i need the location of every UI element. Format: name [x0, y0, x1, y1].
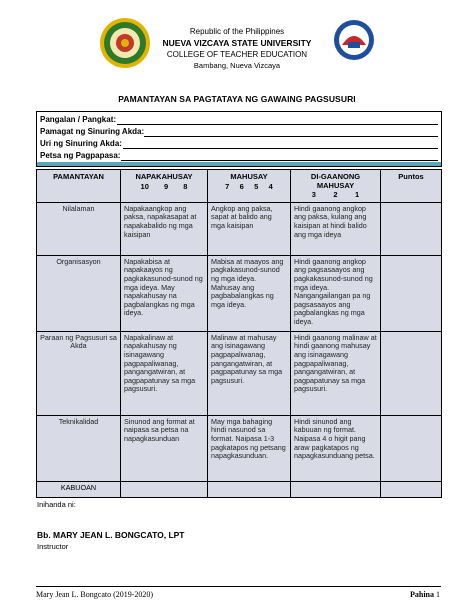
puntos-cell [381, 415, 442, 481]
info-line-type [123, 148, 438, 149]
criterion-cell: Organisasyon [37, 255, 121, 331]
header-mahusay-label: MAHUSAY [230, 172, 268, 181]
scale-value: 2 [333, 190, 338, 200]
table-row [37, 202, 442, 255]
puntos-cell [381, 202, 442, 255]
total-puntos-cell [381, 481, 442, 497]
footer-page-number: 1 [436, 590, 440, 599]
scale-di-gaanong [293, 191, 378, 200]
napakahusay-cell: Sinunod ang format at naipasa sa petsa na napagkasunduan [121, 415, 208, 481]
napakahusay-cell: Napakabisa at napakaayos ng pagkakasunod-sunod ng mga ideya. May napakahusay na pagbalangkas ng mga ideya. [121, 255, 208, 331]
header-college: COLLEGE OF TEACHER EDUCATION [166, 50, 308, 59]
header-pamantayan-label: PAMANTAYAN [53, 172, 104, 181]
table-total-row [37, 481, 442, 497]
criterion-cell: Nilalaman [37, 202, 121, 255]
header-napakahusay [121, 170, 208, 203]
napakahusay-cell: Napakaangkop ang paksa, napakasapat at napakabalido ng mga kaisipan [121, 202, 208, 255]
footer-page [410, 590, 440, 599]
scale-value: 5 [254, 181, 259, 191]
info-block [36, 111, 442, 167]
table-row [37, 255, 442, 331]
criterion-cell: Teknikalidad [37, 415, 121, 481]
di-gaanong-cell: Hindi gaanong angkop ang paksa, kulang ang kaisipan at hindi balido ang mga ideya [291, 202, 381, 255]
total-label: KABUOAN [37, 481, 121, 497]
footer-rule [36, 586, 441, 587]
scale-value: 6 [239, 181, 244, 191]
header-napakahusay-label: NAPAKAHUSAY [135, 172, 193, 181]
mahusay-cell: May mga bahaging hindi nasunod sa format. Naipasa 1-3 pagkatapos ng petsang napagkasunduan. [208, 415, 291, 481]
header-pamantayan [37, 170, 121, 203]
napakahusay-cell: Napakalinaw at napakahusay ng isinagawang pagpapaliwanag, pangangatwiran, at pagpapatunay sa mga pagsusuri. [121, 331, 208, 415]
total-empty-cell [291, 481, 381, 497]
table-row [37, 415, 442, 481]
cte-seal-logo [333, 17, 375, 63]
info-line-name [117, 124, 438, 125]
scale-value: 8 [183, 181, 188, 191]
header-mahusay [208, 170, 291, 203]
info-field-name: Pangalan / Pangkat: [40, 115, 117, 124]
criterion-cell: Paraan ng Pagsusuri sa Akda [37, 331, 121, 415]
scale-value: 3 [311, 190, 316, 200]
mahusay-cell: Mabisa at maayos ang pagkakasunod-sunod ng mga ideya. Mahusay ang pagbabalangkas ng mga ideya. [208, 255, 291, 331]
table-row [37, 331, 442, 415]
header-puntos-label: Puntos [398, 172, 424, 181]
scale-value: 7 [225, 181, 230, 191]
header-di-gaanong-mahusay [291, 170, 381, 203]
signatory-name: Bb. MARY JEAN L. BONGCATO, LPT [37, 530, 185, 540]
total-empty-cell [121, 481, 208, 497]
signatory-role: Instructor [37, 542, 69, 551]
info-field-date: Petsa ng Pagpapasa: [40, 151, 121, 160]
table-header-row [37, 170, 442, 203]
info-field-title: Pamagat ng Sinuring Akda: [40, 127, 145, 136]
footer-author: Mary Jean L. Bongcato (2019-2020) [36, 590, 154, 599]
puntos-cell [381, 255, 442, 331]
info-line-date [121, 160, 438, 161]
scale-value: 1 [355, 190, 360, 200]
header-university: NUEVA VIZCAYA STATE UNIVERSITY [162, 38, 312, 48]
header-address: Bambang, Nueva Vizcaya [193, 61, 281, 70]
total-empty-cell [208, 481, 291, 497]
info-band [37, 162, 441, 166]
puntos-cell [381, 331, 442, 415]
di-gaanong-cell: Hindi sinunod ang kabuuan ng format. Naipasa 4 o higit pang araw pagkatapos ng napagkasunduang petsa. [291, 415, 381, 481]
di-gaanong-cell: Hindi gaanong malinaw at hindi gaanong mahusay ang isinagawang pagpapaliwanag, pangangatwiran, at pagpapatunay sa mga pagsusuri. [291, 331, 381, 415]
scale-value: 9 [163, 181, 169, 191]
rubric-table [36, 169, 442, 498]
info-field-type: Uri ng Sinuring Akda: [40, 139, 122, 148]
scale-napakahusay [123, 183, 205, 192]
document-title: PAMANTAYAN SA PAGTATAYA NG GAWAING PAGSUSURI [118, 94, 356, 104]
scale-value: 10 [140, 181, 149, 191]
mahusay-cell: Angkop ang paksa, sapat at balido ang mga kaisipan [208, 202, 291, 255]
prepared-by-label: Inihanda ni: [37, 500, 76, 509]
header-di-gaanong-label: DI-GAANONG MAHUSAY [310, 172, 361, 190]
di-gaanong-cell: Hindi gaanong angkop ang pagsasaayos ang pagkakasunod-sunod ng mga ideya. Nangangailangan pa ng pagsasaayos ang pagbalangkas ng mga ideya. [291, 255, 381, 331]
scale-value: 4 [268, 181, 273, 191]
mahusay-cell: Malinaw at mahusay ang isinagawang pagpapaliwanag, pangangatwiran, at pagpapatunay sa mga pagsusuri. [208, 331, 291, 415]
footer-page-label: Pahina [409, 590, 434, 599]
header-republic: Republic of the Philippines [189, 27, 285, 36]
scale-mahusay [210, 183, 288, 192]
info-line-title [144, 136, 438, 137]
header-puntos [381, 170, 442, 203]
